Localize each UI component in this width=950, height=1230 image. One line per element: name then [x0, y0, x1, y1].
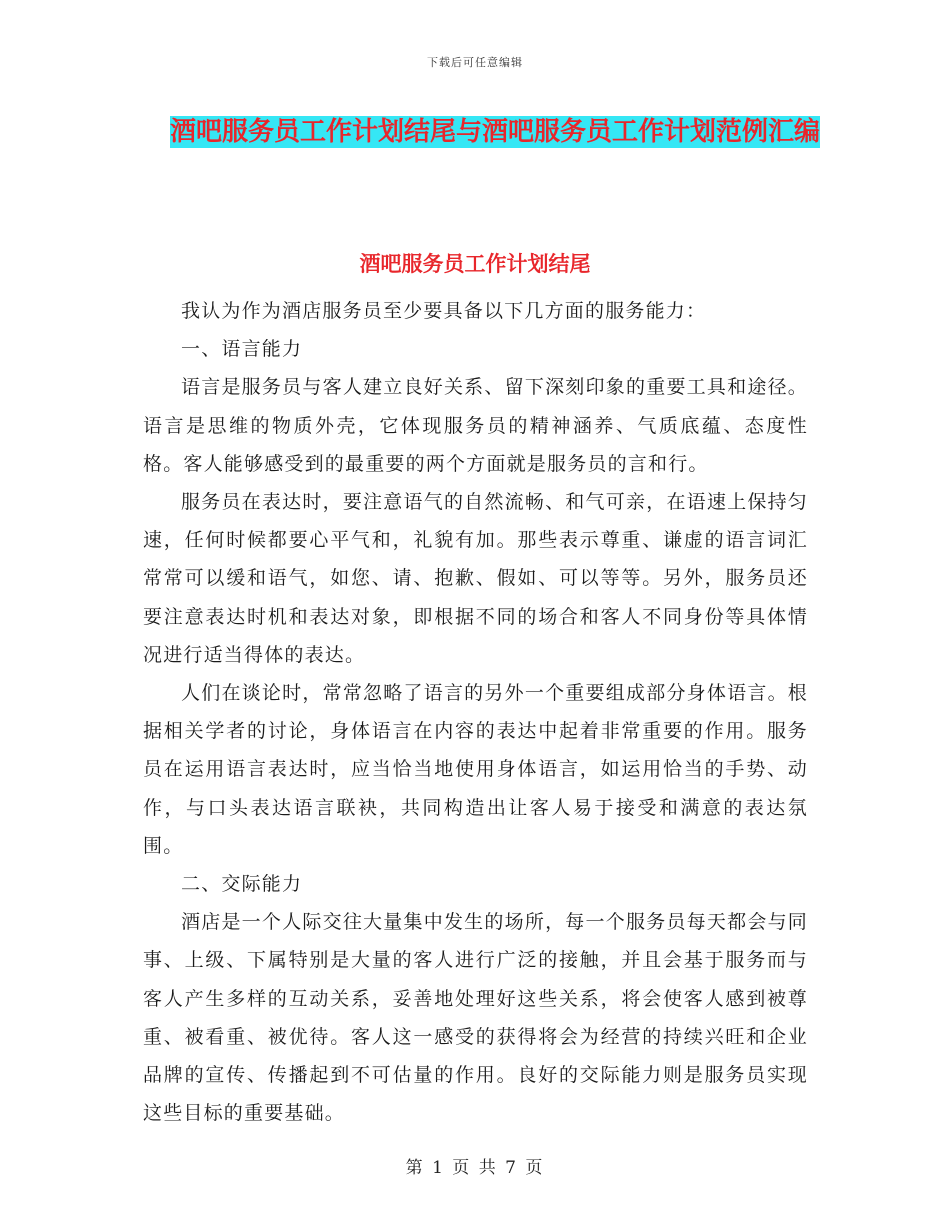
paragraph-language-2: 服务员在表达时，要注意语气的自然流畅、和气可亲，在语速上保持匀速，任何时候都要心平气和，礼貌有加。那些表示尊重、谦虚的语言词汇常常可以缓和语气，如您、请、抱歉、假如、可以等等。另外，服务员还要注意表达时机和表达对象，即根据不同的场合和客人不同身份等具体情况进行适当得体的表达。 [143, 491, 808, 666]
paragraph-language-1: 语言是服务员与客人建立良好关系、留下深刻印象的重要工具和途径。语言是思维的物质外壳，它体现服务员的精神涵养、气质底蕴、态度性格。客人能够感受到的最重要的两个方面就是服务员的言和行。 [143, 376, 808, 475]
heading-social-ability: 二、交际能力 [181, 873, 303, 896]
document-body [143, 292, 808, 1132]
heading-language-ability: 一、语言能力 [181, 338, 303, 361]
page-number: 第 1 页 共 7 页 [405, 1158, 545, 1178]
header-note: 下载后可任意编辑 [427, 56, 523, 69]
paragraph-intro: 我认为作为酒店服务员至少要具备以下几方面的服务能力： [181, 300, 707, 322]
document-title [150, 108, 840, 156]
paragraph-social: 酒店是一个人际交往大量集中发生的场所，每一个服务员每天都会与同事、上级、下属特别是大量的客人进行广泛的接触，并且会基于服务而与客人产生多样的互动关系，妥善地处理好这些关系，将会使客人感到被尊重、被看重、被优待。客人这一感受的获得将会为经营的持续兴旺和企业品牌的宣传、传播起到不可估量的作用。良好的交际能力则是服务员实现这些目标的重要基础。 [143, 911, 808, 1125]
paragraph-body-language: 人们在谈论时，常常忽略了语言的另外一个重要组成部分身体语言。根据相关学者的讨论，身体语言在内容的表达中起着非常重要的作用。服务员在运用语言表达时，应当恰当地使用身体语言，如运用恰当的手势、动作，与口头表达语言联袂，共同构造出让客人易于接受和满意的表达氛围。 [143, 682, 808, 857]
section-title: 酒吧服务员工作计划结尾 [359, 252, 591, 276]
document-title-text: 酒吧服务员工作计划结尾与酒吧服务员工作计划范例汇编 [169, 117, 820, 147]
